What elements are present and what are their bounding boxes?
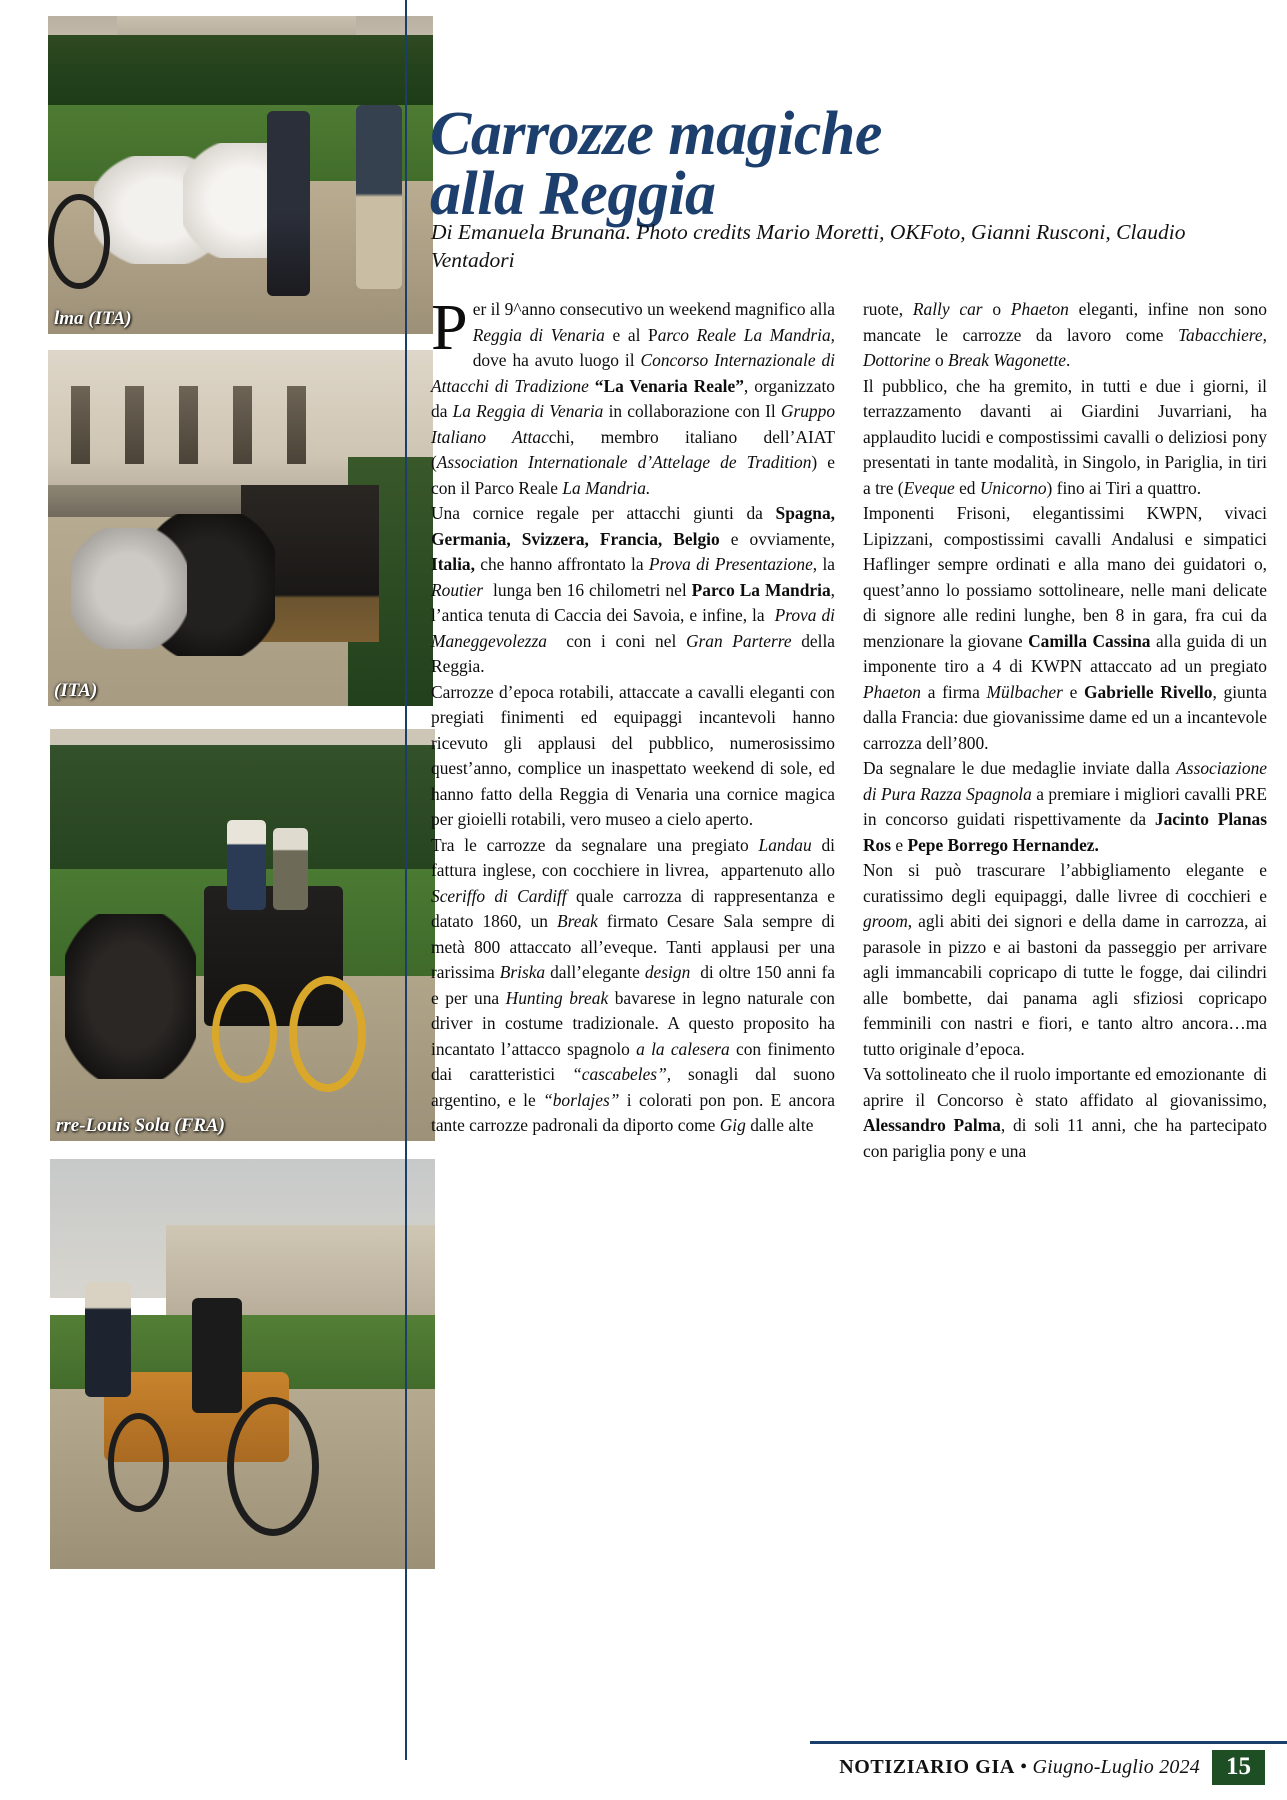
body-paragraph: Tra le carrozze da segnalare una pregiato Landau di fattura inglese, con cocchiere in livrea, appartenuto allo Sceriffo di Cardiff quale carrozza di rappresentanza e datato 1860, un Break firmato Cesare Sala sempre di metà 800 attaccato all’eveque. Tanti applausi per una rarissima Briska dall’elegante design di oltre 150 anni fa e per una Hunting break bavarese in legno naturale con driver in costume tradizionale. A questo proposito ha incantato l’attacco spagnolo a la calesera con finimento dai caratteristici “cascabeles”, sonagli dal suono argentino, e le “borlajes” i colorati pon pon. E ancora tante carrozze padronali da diporto come Gig dalle alte xyxy=(431,834,835,1135)
article-photo-3 xyxy=(50,729,435,1141)
article-photo-4 xyxy=(50,1159,435,1569)
photo-column xyxy=(0,0,400,1800)
article-column-right xyxy=(863,297,1267,1457)
article-content xyxy=(405,0,1287,1800)
photo-1-scene xyxy=(48,16,433,334)
body-paragraph: Va sottolineato che il ruolo importante ed emozionante di aprire il Concorso è stato affidato al giovanissimo, Alessandro Palma, di soli 11 anni, che ha partecipato con pariglia pony e una xyxy=(863,1064,1267,1161)
title-line-1: Carrozze magiche xyxy=(430,99,882,168)
article-photo-1 xyxy=(48,16,433,334)
photo-3-caption: rre-Louis Sola (FRA) xyxy=(56,1115,225,1136)
body-paragraph: Da segnalare le due medaglie inviate dalla Associazione di Pura Razza Spagnola a premiare i migliori cavalli PRE in concorso guidati rispettivamente da Jacinto Planas Ros e Pepe Borrego Hernandez. xyxy=(863,758,1268,855)
body-paragraph: Carrozze d’epoca rotabili, attaccate a cavalli eleganti con pregiati finimenti ed equipaggi incantevoli hanno ricevuto gli applausi del pubblico, numerosissimo quest’anno, complice un inaspettato weekend di sole, ed hanno fatto della Reggia di Venaria una cornice magica per gioielli rotabili, vero museo a cielo aperto. xyxy=(431,681,835,829)
photo-1-caption: lma (ITA) xyxy=(54,308,132,329)
article-columns xyxy=(431,291,1268,1457)
page-title xyxy=(430,99,1250,229)
article-photo-2 xyxy=(48,350,433,706)
body-paragraph: Una cornice regale per attacchi giunti da Spagna, Germania, Svizzera, Francia, Belgio e ovviamente, Italia, che hanno affrontato la Prova di Presentazione, la Routier lunga ben 16 chilometri nel Parco La Mandria, l’antica tenuta di Caccia dei Savoia, e infine, la Prova di Maneggevolezza con i coni nel Gran Parterre della Reggia. xyxy=(431,503,836,676)
body-paragraph: ruote, Rally car o Phaeton eleganti, infine non sono mancate le carrozze da lavoro come Tabacchiere, Dottorine o Break Wagonette. xyxy=(863,299,1267,370)
footer-rule xyxy=(810,1741,1287,1744)
footer-issue: Giugno-Luglio 2024 xyxy=(1032,1756,1200,1778)
photo-4-scene xyxy=(50,1159,435,1569)
drop-cap: P xyxy=(431,291,468,364)
body-paragraph: Non si può trascurare l’abbigliamento elegante e curatissimo degli equipaggi, dalle livree di cocchieri e groom, agli abiti dei signori e della dame in carrozza, ai parasole in pizzo e ai bastoni da passeggio per arrivare agli immancabili copricapo di tutte le fogge, dai cilindri alle bombette, dai panama agli sfiziosi copricapo femminili con nastri e fiori, e tanto altro ancora…ma tutto originale d’epoca. xyxy=(863,860,1267,1059)
body-paragraph: Imponenti Frisoni, elegantissimi KWPN, vivaci Lipizzani, compostissimi cavalli Andalusi e simpatici Haflinger sempre ordinati e alla mano dei guidatori o, quest’anno lo possiamo sottolineare, nelle mani delicate di signore alle redini lunghe, ben 8 in gara, fra cui da menzionare la giovane Camilla Cassina alla guida di un imponente tiro a 4 di KWPN attaccato ad un pregiato Phaeton a firma Mülbacher e Gabrielle Rivello, giunta dalla Francia: due giovanissime dame ed un a incantevole carrozza dell’800. xyxy=(863,503,1267,753)
photo-3-scene xyxy=(50,729,435,1141)
article-column-left xyxy=(431,291,836,1457)
title-line-2: alla Reggia xyxy=(430,160,716,229)
page-number-badge: 15 xyxy=(1212,1750,1265,1785)
body-paragraph: Il pubblico, che ha gremito, in tutti e due i giorni, il terrazzamento davanti ai Giardini Juvarriani, ha applaudito lucidi e compostissimi cavalli o deliziosi pony presentati in tante modalità, in Singolo, in Pariglia, in tiri a tre (Eveque ed Unicorno) fino ai Tiri a quattro. xyxy=(863,375,1267,498)
photo-2-scene xyxy=(48,350,433,706)
photo-2-caption: (ITA) xyxy=(54,680,98,701)
footer-publication: NOTIZIARIO GIA xyxy=(839,1756,1015,1778)
byline: Di Emanuela Brunana. Photo credits Mario Moretti, OKFoto, Gianni Rusconi, Claudio Ventadori xyxy=(431,220,1186,273)
page-footer xyxy=(839,1750,1265,1785)
footer-separator: • xyxy=(1020,1756,1028,1778)
body-paragraph: Per il 9^anno consecutivo un weekend magnifico alla Reggia di Venaria e al Parco Reale La Mandria, dove ha avuto luogo il Concorso Internazionale di Attacchi di Tradizione “La Venaria Reale”, organizzato da La Reggia di Venaria in collaborazione con Il Gruppo Italiano Attacchi, membro italiano dell’AIAT (Association Internationale d’Attelage de Tradition) e con il Parco Reale La Mandria. xyxy=(431,291,836,498)
footer-credit xyxy=(839,1750,1212,1785)
